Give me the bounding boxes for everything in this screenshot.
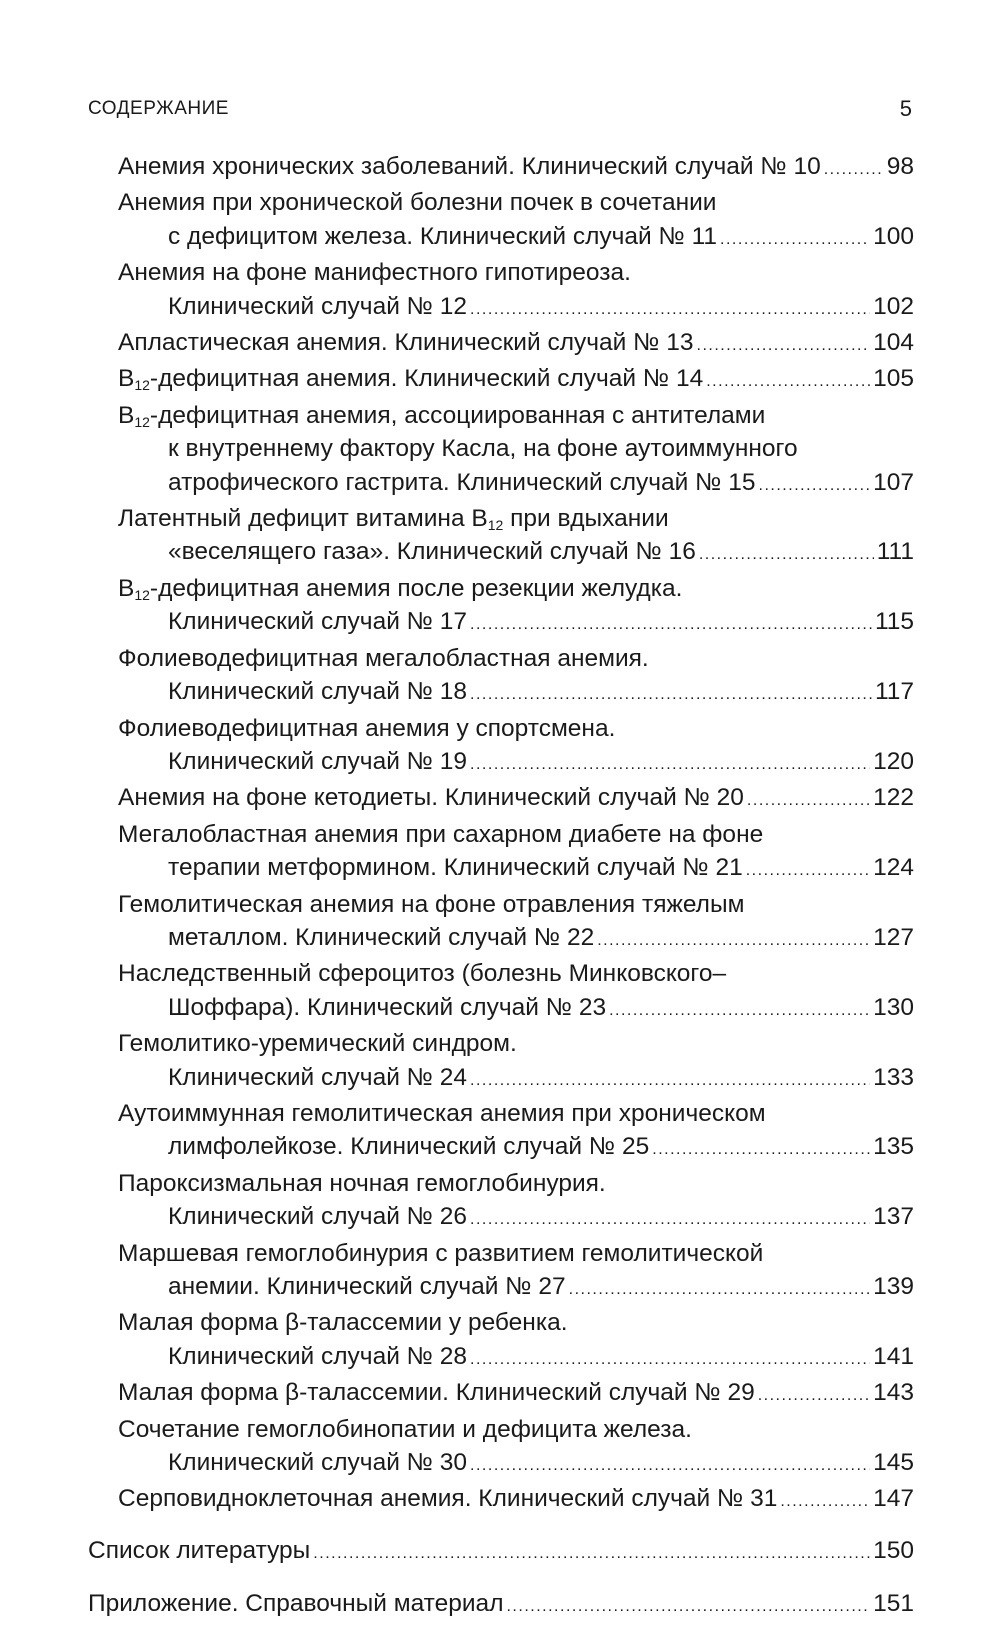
toc-entry-last-line xyxy=(118,781,914,817)
toc-entry-last-line xyxy=(118,991,914,1027)
toc-entry-title-line: Сочетание гемоглобинопатии и дефицита железа. xyxy=(118,1415,692,1443)
toc-entry-title: Клинический случай № 18 xyxy=(168,678,468,706)
toc-entry-last-line xyxy=(118,1130,914,1166)
toc-entry-title-line: $B_{12}$-дефицитная анемия, ассоциированная с антителами xyxy=(118,401,766,430)
toc-entry-last-line xyxy=(118,675,914,711)
running-title: СОДЕРЖАНИЕ xyxy=(88,98,229,119)
toc-entry-page: 127 xyxy=(873,923,914,951)
toc-entry-title: анемии. Клинический случай № 27 xyxy=(168,1273,566,1300)
toc-entry[interactable] xyxy=(88,1482,914,1518)
toc-entry-page: 130 xyxy=(873,993,914,1021)
toc-entry-last-line xyxy=(118,1482,914,1518)
toc-entry-title: атрофического гастрита. Клинический случай № 15 xyxy=(168,468,756,496)
toc-entry-page: 141 xyxy=(873,1342,914,1370)
toc-entry-title: лимфолейкозе. Клинический случай № 25 xyxy=(168,1133,650,1161)
toc-entry[interactable] xyxy=(88,326,914,362)
toc-entry[interactable] xyxy=(88,642,914,712)
toc-entry-title-line: Анемия при хронической болезни почек в сочетании xyxy=(118,189,717,217)
dot-leader xyxy=(470,1203,870,1236)
dot-leader xyxy=(597,924,870,957)
toc-entry-page: 139 xyxy=(873,1273,914,1300)
dot-leader xyxy=(652,1133,870,1166)
toc-entry[interactable] xyxy=(88,1237,914,1307)
dot-leader xyxy=(470,1064,870,1097)
toc-entry[interactable] xyxy=(88,572,914,642)
dot-leader xyxy=(697,329,871,362)
dot-leader xyxy=(470,293,870,326)
dot-leader xyxy=(824,153,884,186)
toc-entry-last-line xyxy=(118,921,914,957)
toc-entry-title-line: Латентный дефицит витамина $B_{12}$ при вдыхании xyxy=(118,505,669,534)
dot-leader xyxy=(699,538,874,571)
toc-entry-title: Список литературы xyxy=(88,1536,311,1564)
toc-entry[interactable] xyxy=(88,1376,914,1412)
page-number: 5 xyxy=(899,96,912,121)
toc-entry-last-line xyxy=(118,851,914,887)
toc-entry-last-line xyxy=(118,290,914,326)
toc-entry[interactable] xyxy=(88,957,914,1027)
toc-entry-title: «веселящего газа». Клинический случай № 16 xyxy=(168,538,696,566)
toc-entry-title: терапии метформином. Клинический случай № 21 xyxy=(168,854,743,882)
toc-entry-title-line: Фолиеводефицитная анемия у спортсмена. xyxy=(118,714,616,742)
toc-entry[interactable] xyxy=(88,712,914,782)
toc-entry-title-line: Гемолитико-уремический синдром. xyxy=(118,1030,517,1058)
toc-entry-last-line xyxy=(118,535,914,571)
toc-entry-page: 105 xyxy=(873,365,914,393)
toc-entry-title: Клинический случай № 12 xyxy=(168,292,468,320)
toc-entry-title: $B_{12}$-дефицитная анемия. Клинический случай № 14 xyxy=(118,365,704,394)
toc-entry-last-line xyxy=(118,605,914,641)
toc-entry-title: Малая форма β-талассемии. Клинический случай № 29 xyxy=(118,1379,755,1407)
toc-entry-last-line xyxy=(118,1200,914,1236)
toc-entry-last-line xyxy=(88,1586,914,1625)
toc-entry-last-line xyxy=(118,1446,914,1482)
toc-entry[interactable] xyxy=(88,502,914,572)
toc-entry[interactable] xyxy=(88,1306,914,1376)
toc-entry-title: Клинический случай № 28 xyxy=(168,1342,468,1370)
toc-entry-page: 107 xyxy=(873,468,914,496)
dot-leader xyxy=(470,1449,870,1482)
toc-entry-last-line xyxy=(118,466,914,502)
dot-leader xyxy=(470,608,872,641)
toc-entry-last-line xyxy=(118,326,914,362)
toc-entry-page: 120 xyxy=(873,747,914,775)
toc-entry[interactable] xyxy=(88,818,914,888)
toc-entry-title-line: Пароксизмальная ночная гемоглобинурия. xyxy=(118,1169,606,1197)
table-of-contents xyxy=(88,150,914,1625)
toc-entry[interactable] xyxy=(88,888,914,958)
toc-entry-page: 133 xyxy=(873,1063,914,1091)
toc-entry-page: 143 xyxy=(873,1379,914,1407)
toc-entry-title: Клинический случай № 17 xyxy=(168,608,468,636)
toc-entry-title-line: Мегалобластная анемия при сахарном диабете на фоне xyxy=(118,820,764,848)
dot-leader xyxy=(720,223,870,256)
toc-entry-title-line: Фолиеводефицитная мегалобластная анемия. xyxy=(118,644,649,672)
toc-entry-last-line xyxy=(118,745,914,781)
toc-entry-title-line: к внутреннему фактору Касла, на фоне аутоиммунного xyxy=(168,435,798,463)
dot-leader xyxy=(759,469,871,502)
toc-entry-title: металлом. Клинический случай № 22 xyxy=(168,923,595,951)
dot-leader xyxy=(506,1589,870,1625)
toc-entry[interactable] xyxy=(88,1027,914,1097)
dot-leader xyxy=(470,678,872,711)
toc-entry-title-line: Наследственный сфероцитоз (болезнь Минковского– xyxy=(118,960,727,988)
toc-entry[interactable] xyxy=(88,399,914,502)
toc-entry-last-line xyxy=(118,220,914,256)
toc-entry-last-line xyxy=(118,362,914,398)
toc-entry-title: Клинический случай № 24 xyxy=(168,1063,468,1091)
toc-entry[interactable] xyxy=(88,1167,914,1237)
toc-entry-last-line xyxy=(118,1061,914,1097)
toc-entry-title-line: Аутоиммунная гемолитическая анемия при хроническом xyxy=(118,1099,766,1127)
toc-entry-page: 122 xyxy=(873,784,914,812)
toc-entry-title: с дефицитом железа. Клинический случай № 11 xyxy=(168,222,718,250)
toc-entry-title: Клинический случай № 26 xyxy=(168,1203,468,1231)
toc-entry-title-line: Анемия на фоне манифестного гипотиреоза. xyxy=(118,259,631,287)
toc-entry-title-line: Малая форма β-талассемии у ребенка. xyxy=(118,1309,568,1337)
dot-leader xyxy=(609,994,870,1027)
toc-entry-page: 117 xyxy=(874,678,914,706)
toc-entry-page: 150 xyxy=(873,1536,914,1564)
toc-entry-title: Анемия хронических заболеваний. Клинический случай № 10 xyxy=(118,153,821,180)
toc-entry-page: 137 xyxy=(873,1203,914,1231)
toc-entry[interactable] xyxy=(88,186,914,256)
toc-entry-title: Апластическая анемия. Клинический случай № 13 xyxy=(118,329,694,357)
toc-entry-page: 104 xyxy=(873,329,914,357)
dot-leader xyxy=(569,1273,870,1306)
toc-entry-title-line: Маршевая гемоглобинурия с развитием гемолитической xyxy=(118,1239,764,1267)
toc-entry[interactable] xyxy=(88,781,914,817)
dot-leader xyxy=(313,1536,870,1572)
toc-entry[interactable] xyxy=(88,150,914,186)
toc-entry-title: Клинический случай № 30 xyxy=(168,1449,468,1477)
toc-entry-page: 100 xyxy=(873,222,914,250)
toc-entry-title: Клинический случай № 19 xyxy=(168,747,468,775)
toc-entry-page: 111 xyxy=(876,538,914,566)
dot-leader xyxy=(706,365,870,398)
toc-entry-last-line xyxy=(88,1533,914,1572)
toc-entry-title: Серповидноклеточная анемия. Клинический случай № 31 xyxy=(118,1485,778,1513)
toc-entry-title-line: Гемолитическая анемия на фоне отравления тяжелым xyxy=(118,890,745,918)
toc-entry-page: 98 xyxy=(886,153,914,180)
toc-entry-last-line xyxy=(118,1270,914,1306)
dot-leader xyxy=(470,748,870,781)
toc-entry-title: Приложение. Справочный материал xyxy=(88,1589,504,1617)
dot-leader xyxy=(780,1485,870,1518)
toc-entry[interactable] xyxy=(88,1586,914,1625)
toc-entry-last-line xyxy=(118,150,914,186)
toc-entry[interactable] xyxy=(88,1097,914,1167)
toc-entry-page: 102 xyxy=(873,292,914,320)
toc-entry-page: 115 xyxy=(874,608,914,636)
toc-entry-title: Шоффара). Клинический случай № 23 xyxy=(168,993,607,1021)
toc-entry-title-line: $B_{12}$-дефицитная анемия после резекции желудка. xyxy=(118,574,683,603)
toc-entry[interactable] xyxy=(88,362,914,398)
dot-leader xyxy=(747,784,870,817)
toc-entry-last-line xyxy=(118,1340,914,1376)
toc-entry-page: 147 xyxy=(873,1485,914,1513)
toc-entry-page: 151 xyxy=(873,1589,914,1617)
toc-entry-page: 124 xyxy=(873,854,914,882)
dot-leader xyxy=(470,1343,870,1376)
dot-leader xyxy=(758,1379,870,1412)
toc-entry[interactable] xyxy=(88,1533,914,1572)
toc-entry-page: 135 xyxy=(873,1133,914,1161)
toc-entry-page: 145 xyxy=(873,1449,914,1477)
toc-entry[interactable] xyxy=(88,1413,914,1483)
toc-entry-title: Анемия на фоне кетодиеты. Клинический случай № 20 xyxy=(118,784,744,812)
toc-entry-last-line xyxy=(118,1376,914,1412)
dot-leader xyxy=(746,854,870,887)
toc-entry[interactable] xyxy=(88,256,914,326)
